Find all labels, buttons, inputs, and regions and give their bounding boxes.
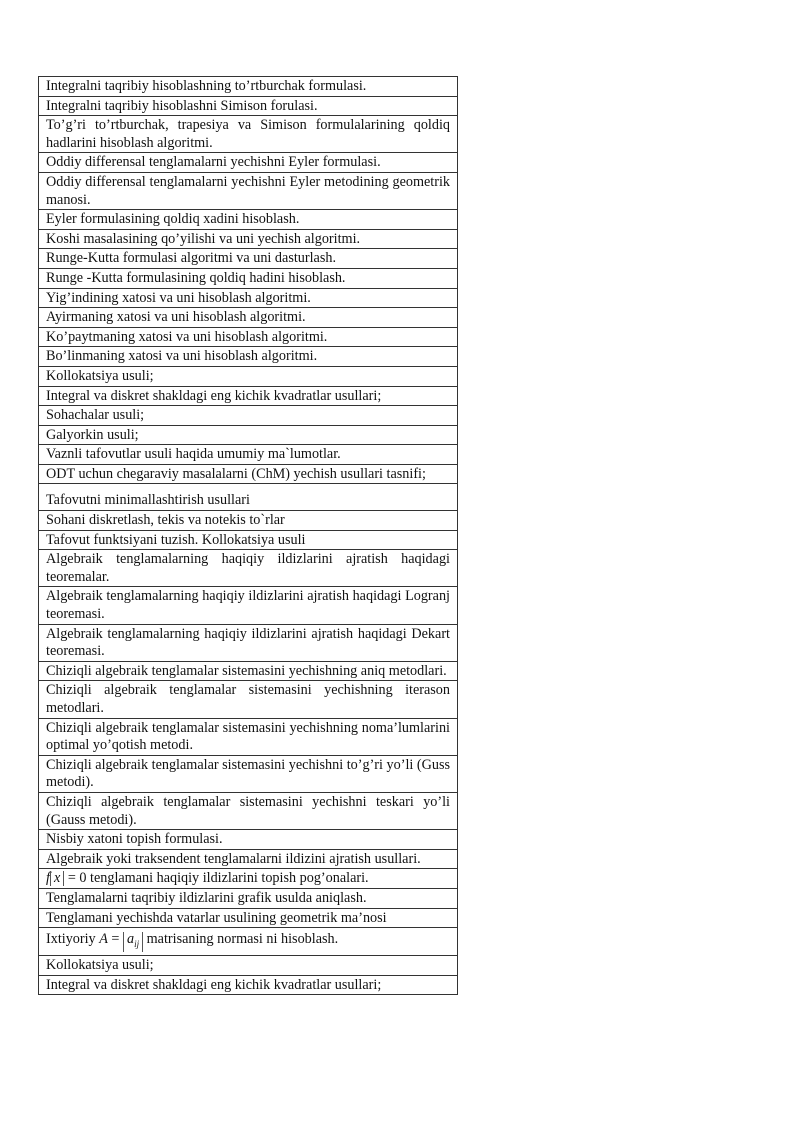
table-row xyxy=(39,116,458,153)
row-text: Koshi masalasining qo’yilishi va uni yechish algoritmi. xyxy=(39,229,458,249)
table-row xyxy=(39,661,458,681)
formula-x: x xyxy=(53,870,61,887)
table-row xyxy=(39,77,458,97)
row-text: matrisaning normasi ni hisoblash. xyxy=(143,931,339,948)
row-text: Chiziqli algebraik tenglamalar sistemasini yechishni teskari yo’li (Gauss metodi). xyxy=(39,792,458,829)
row-text: Tafovutni minimallashtirish usullari xyxy=(39,484,458,511)
formula-prefix: Ixtiyoriy xyxy=(46,931,100,948)
table-row xyxy=(39,681,458,718)
formula-f: f xyxy=(46,870,50,887)
table-row xyxy=(39,445,458,465)
row-text: Tenglamalarni taqribiy ildizlarini grafik usulda aniqlash. xyxy=(39,888,458,908)
table-row xyxy=(39,96,458,116)
table-row xyxy=(39,928,458,956)
table-row xyxy=(39,327,458,347)
formula-equals: = 0 xyxy=(64,870,87,887)
row-text-formula xyxy=(39,869,458,889)
row-text: Algebraik tenglamalarning haqiqiy ildizlarini ajratish haqidagi Dekart teoremasi. xyxy=(39,624,458,661)
row-text: Eyler formulasining qoldiq xadini hisoblash. xyxy=(39,210,458,230)
row-text: Tafovut funktsiyani tuzish. Kollokatsiya usuli xyxy=(39,530,458,550)
table-row xyxy=(39,347,458,367)
topics-table xyxy=(38,76,458,995)
formula-aij-box xyxy=(123,932,143,952)
table-row xyxy=(39,406,458,426)
table-row xyxy=(39,955,458,975)
table-row xyxy=(39,484,458,511)
row-text: Vaznli tafovutlar usuli haqida umumiy ma`lumotlar. xyxy=(39,445,458,465)
row-text: Algebraik tenglamalarning haqiqiy ildizlarini ajratish haqidagi Logranj teoremasi. xyxy=(39,587,458,624)
row-text: Chiziqli algebraik tenglamalar sistemasini yechishni to’g’ri yo’li (Guss metodi). xyxy=(39,755,458,792)
row-text: Kollokatsiya usuli; xyxy=(39,366,458,386)
row-text: Sohani diskretlash, tekis va notekis to`rlar xyxy=(39,511,458,531)
table-row xyxy=(39,530,458,550)
row-text: ODT uchun chegaraviy masalalarni (ChM) yechish usullari tasnifi; xyxy=(39,464,458,484)
formula-A: A xyxy=(99,931,108,948)
row-text: Runge -Kutta formulasining qoldiq hadini hisoblash. xyxy=(39,268,458,288)
table-row xyxy=(39,172,458,209)
table-row xyxy=(39,718,458,755)
table-row xyxy=(39,830,458,850)
table-row xyxy=(39,624,458,661)
table-row xyxy=(39,464,458,484)
table-row xyxy=(39,229,458,249)
row-text: Ko’paytmaning xatosi va uni hisoblash algoritmi. xyxy=(39,327,458,347)
table-row xyxy=(39,587,458,624)
table-row xyxy=(39,755,458,792)
row-text: Algebraik tenglamalarning haqiqiy ildizlarini ajratish haqidagi teoremalar. xyxy=(39,550,458,587)
table-row xyxy=(39,792,458,829)
row-text: Oddiy differensal tenglamalarni yechishni Eyler metodining geometrik manosi. xyxy=(39,172,458,209)
row-text: Integral va diskret shakldagi eng kichik kvadratlar usullari; xyxy=(39,975,458,995)
table-row xyxy=(39,849,458,869)
row-text: Chiziqli algebraik tenglamalar sistemasini yechishning iterason metodlari. xyxy=(39,681,458,718)
table-row xyxy=(39,288,458,308)
table-row xyxy=(39,308,458,328)
row-text: Sohachalar usuli; xyxy=(39,406,458,426)
row-text: Chiziqli algebraik tenglamalar sistemasini yechishning noma’lumlarini optimal yo’qotish metodi. xyxy=(39,718,458,755)
formula-a: a xyxy=(126,931,135,948)
row-text: Nisbiy xatoni topish formulasi. xyxy=(39,830,458,850)
row-text: Ayirmaning xatosi va uni hisoblash algoritmi. xyxy=(39,308,458,328)
table-row xyxy=(39,975,458,995)
formula-equals: = xyxy=(107,931,123,948)
row-text-formula xyxy=(39,928,458,956)
row-text: Galyorkin usuli; xyxy=(39,425,458,445)
row-text: Bo’linmaning xatosi va uni hisoblash algoritmi. xyxy=(39,347,458,367)
table-row xyxy=(39,210,458,230)
row-text: Oddiy differensal tenglamalarni yechishni Eyler formulasi. xyxy=(39,153,458,173)
table-row xyxy=(39,366,458,386)
row-text: Kollokatsiya usuli; xyxy=(39,955,458,975)
row-text: Yig’indining xatosi va uni hisoblash algoritmi. xyxy=(39,288,458,308)
formula-subscript: ij xyxy=(134,938,140,949)
table-row xyxy=(39,550,458,587)
row-text: Runge-Kutta formulasi algoritmi va uni dasturlash. xyxy=(39,249,458,269)
table-row xyxy=(39,268,458,288)
table-row xyxy=(39,511,458,531)
table-row xyxy=(39,908,458,928)
row-text: Tenglamani yechishda vatarlar usulining geometrik ma’nosi xyxy=(39,908,458,928)
table-row xyxy=(39,386,458,406)
table-row xyxy=(39,888,458,908)
formula-x-box xyxy=(50,871,64,886)
row-text: Integralni taqribiy hisoblashning to’rtburchak formulasi. xyxy=(39,77,458,97)
table-row xyxy=(39,153,458,173)
table-row xyxy=(39,869,458,889)
row-text: Integralni taqribiy hisoblashni Simison forulasi. xyxy=(39,96,458,116)
table-row xyxy=(39,425,458,445)
row-text: Algebraik yoki traksendent tenglamalarni ildizini ajratish usullari. xyxy=(39,849,458,869)
row-text: To’g’ri to’rtburchak, trapesiya va Simison formulalarining qoldiq hadlarini hisoblash algoritmi. xyxy=(39,116,458,153)
row-text: Chiziqli algebraik tenglamalar sistemasini yechishning aniq metodlari. xyxy=(39,661,458,681)
table-row xyxy=(39,249,458,269)
row-text: Integral va diskret shakldagi eng kichik kvadratlar usullari; xyxy=(39,386,458,406)
row-text: tenglamani haqiqiy ildizlarini topish pog’onalari. xyxy=(86,870,369,887)
